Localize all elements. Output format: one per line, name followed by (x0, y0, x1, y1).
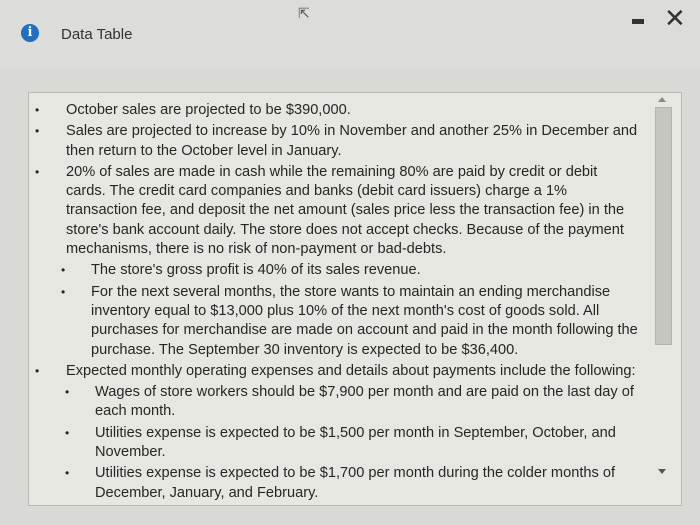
bullet-list (29, 101, 639, 503)
close-icon[interactable]: ✕ (664, 4, 686, 34)
title-bar (0, 0, 700, 68)
list-item: • The store's gross profit is 40% of its sales revenue. (29, 261, 639, 280)
list-item: • Utilities expense is expected to be $1,700 per month during the colder months of December, January, and February. (29, 464, 639, 503)
list-item: • October sales are projected to be $390,000. (29, 101, 639, 120)
list-item: • Expected monthly operating expenses and details about payments include the following: (29, 362, 639, 381)
mouse-cursor-icon: ⇱ (298, 5, 310, 21)
data-table-panel (28, 92, 682, 506)
scrollbar-thumb[interactable] (655, 107, 672, 345)
list-item: • 20% of sales are made in cash while the remaining 80% are paid by credit or debit cards. The credit card companies and banks (debit card issuers) charge a 1% transaction fee, and deposit the net amount (sales price less the transaction fee) in the store's bank account daily. The store does not accept checks. Because of the payment mechanisms, there is no risk of non-payment or bad-debts. (29, 163, 639, 259)
list-item: • Utilities expense is expected to be $1,500 per month in September, October, and November. (29, 424, 639, 463)
info-icon: i (21, 24, 39, 42)
vertical-scrollbar[interactable] (654, 93, 672, 505)
scroll-up-icon[interactable] (658, 97, 666, 102)
list-item: • Sales are projected to increase by 10% in November and another 25% in December and then return to the October level in January. (29, 122, 639, 161)
scroll-down-icon[interactable] (658, 469, 666, 474)
minimize-icon[interactable] (632, 19, 644, 24)
list-item: • Wages of store workers should be $7,900 per month and are paid on the last day of each month. (29, 383, 639, 422)
data-table-content (29, 101, 639, 505)
window-title: Data Table (61, 26, 133, 43)
list-item: • For the next several months, the store wants to maintain an ending merchandise inventory equal to $13,000 plus 10% of the next month's cost of goods sold. All purchases for merchandise are made on account and paid in the month following the purchase. The September 30 inventory is expected to be $36,400. (29, 283, 639, 360)
